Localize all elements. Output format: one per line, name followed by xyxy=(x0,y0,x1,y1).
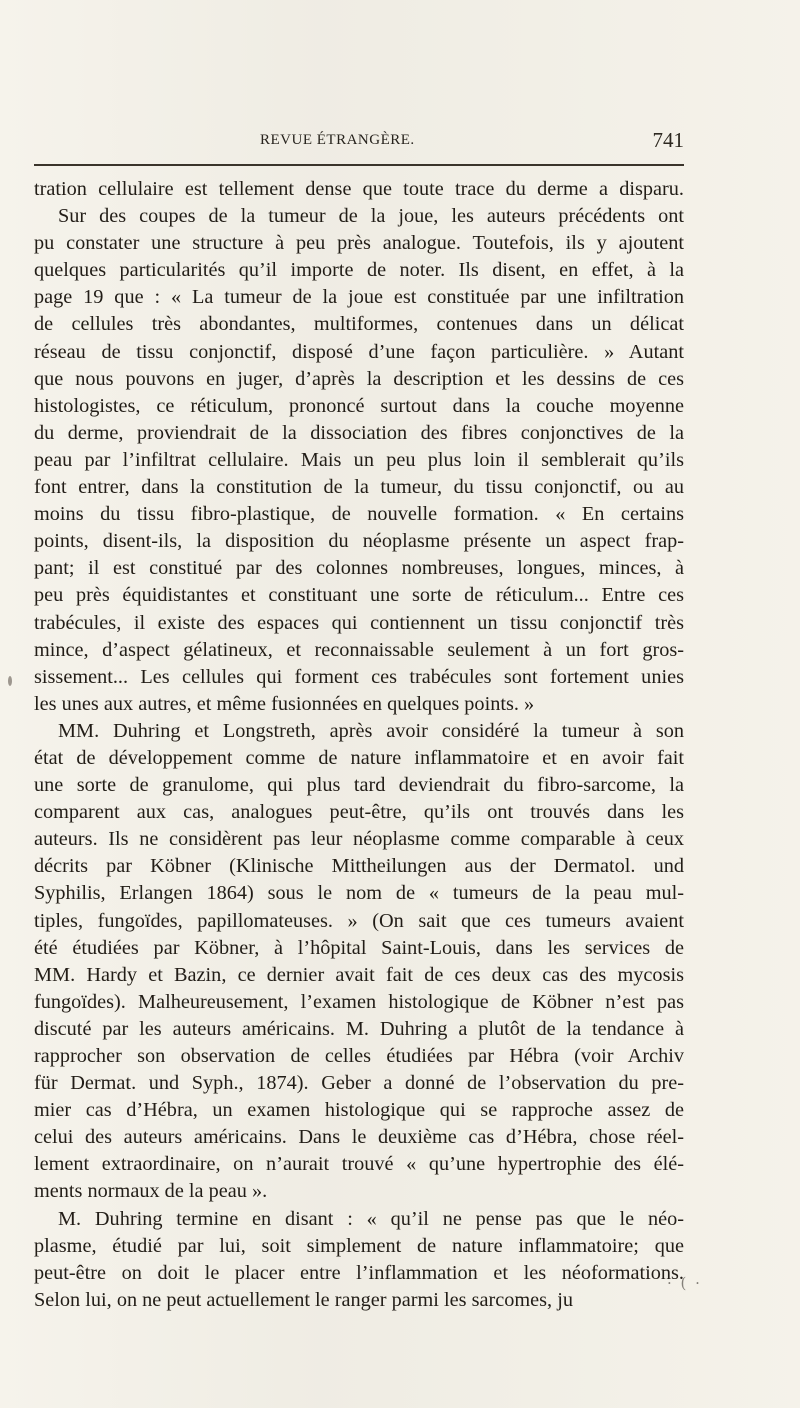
text-line: peut-être on doit le placer entre l’inflammation et les néoformations. xyxy=(34,1261,684,1284)
header-rule xyxy=(34,164,684,166)
page-number: 741 xyxy=(652,128,684,152)
text-line: du derme, proviendrait de la dissociation des fibres conjonctives de la xyxy=(34,421,684,444)
text-line: état de développement comme de nature inflammatoire et en avoir fait xyxy=(34,746,684,769)
text-line: für Dermat. und Syph., 1874). Geber a donné de l’observation du pre- xyxy=(34,1072,684,1095)
running-title: REVUE ÉTRANGÈRE. xyxy=(260,132,415,148)
text-line: sissement... Les cellules qui forment ces trabécules sont fortement unies xyxy=(34,665,684,688)
text-line: Selon lui, on ne peut actuellement le ranger parmi les sarcomes, ju xyxy=(34,1288,573,1311)
text-line: réseau de tissu conjonctif, disposé d’une façon particulière. » Autant xyxy=(34,340,684,363)
text-line: MM. Duhring et Longstreth, après avoir considéré la tumeur à son xyxy=(58,719,684,742)
text-line: pu constater une structure à peu près analogue. Toutefois, ils y ajoutent xyxy=(34,232,684,255)
text-line: auteurs. Ils ne considèrent pas leur néoplasme comme comparable à ceux xyxy=(34,828,684,851)
text-line: Syphilis, Erlangen 1864) sous le nom de « tumeurs de la peau mul- xyxy=(34,882,684,905)
text-line: tration cellulaire est tellement dense que toute trace du derme a disparu. xyxy=(34,178,684,200)
text-line: points, disent-ils, la disposition du néoplasme présente un aspect frap- xyxy=(34,530,684,553)
text-line: mier cas d’Hébra, un examen histologique qui se rapproche assez de xyxy=(34,1099,684,1122)
faded-print-mark: · ( · xyxy=(667,1274,702,1292)
text-line: fungoïdes). Malheureusement, l’examen histologique de Köbner n’est pas xyxy=(34,990,684,1013)
text-line: font entrer, dans la constitution de la tumeur, du tissu conjonctif, ou au xyxy=(34,476,684,499)
text-line: tiples, fungoïdes, papillomateuses. » (On sait que ces tumeurs avaient xyxy=(34,909,684,932)
page-header xyxy=(34,130,684,160)
text-line: une sorte de granulome, qui plus tard deviendrait du fibro-sarcome, la xyxy=(34,774,684,797)
text-line: que nous pouvons en juger, d’après la description et les dessins de ces xyxy=(34,367,684,390)
ink-mark xyxy=(8,676,12,686)
text-line: décrits par Köbner (Klinische Mittheilungen aus der Dermatol. und xyxy=(34,855,684,878)
text-line: de cellules très abondantes, multiformes, contenues dans un délicat xyxy=(34,313,684,336)
text-line: M. Duhring termine en disant : « qu’il ne pense pas que le néo- xyxy=(58,1207,684,1230)
text-line: MM. Hardy et Bazin, ce dernier avait fait de ces deux cas des mycosis xyxy=(34,963,684,986)
text-line: moins du tissu fibro-plastique, de nouvelle formation. « En certains xyxy=(34,503,684,526)
text-line: comparent aux cas, analogues peut-être, qu’ils ont trouvés dans les xyxy=(34,801,684,824)
body-text xyxy=(34,176,684,1314)
text-line: histologistes, ce réticulum, prononcé surtout dans la couche moyenne xyxy=(34,394,684,417)
text-line: ments normaux de la peau ». xyxy=(34,1180,268,1203)
text-line: été étudiées par Köbner, à l’hôpital Saint-Louis, dans les services de xyxy=(34,936,684,959)
text-line: peau par l’infiltrat cellulaire. Mais un peu plus loin il semblerait qu’ils xyxy=(34,448,684,471)
text-line: pant; il est constitué par des colonnes nombreuses, longues, minces, à xyxy=(34,557,684,580)
text-line: Sur des coupes de la tumeur de la joue, les auteurs précédents ont xyxy=(58,205,684,228)
text-line: lement extraordinaire, on n’aurait trouvé « qu’une hypertrophie des élé- xyxy=(34,1153,684,1176)
text-line: quelques particularités qu’il importe de noter. Ils disent, en effet, à la xyxy=(34,259,684,282)
text-line: plasme, étudié par lui, soit simplement de nature inflammatoire; que xyxy=(34,1234,684,1257)
text-line: peu près équidistantes et constituant une sorte de réticulum... Entre ces xyxy=(34,584,684,607)
text-line: celui des auteurs américains. Dans le deuxième cas d’Hébra, chose réel- xyxy=(34,1126,684,1149)
text-line: mince, d’aspect gélatineux, et reconnaissable seulement à un fort gros- xyxy=(34,638,684,661)
text-line: discuté par les auteurs américains. M. Duhring a plutôt de la tendance à xyxy=(34,1017,684,1040)
text-line: page 19 que : « La tumeur de la joue est constituée par une infiltration xyxy=(34,286,684,309)
text-line: trabécules, il existe des espaces qui contiennent un tissu conjonctif très xyxy=(34,611,684,634)
text-line: les unes aux autres, et même fusionnées en quelques points. » xyxy=(34,692,535,715)
text-line: rapprocher son observation de celles étudiées par Hébra (voir Archiv xyxy=(34,1045,684,1067)
